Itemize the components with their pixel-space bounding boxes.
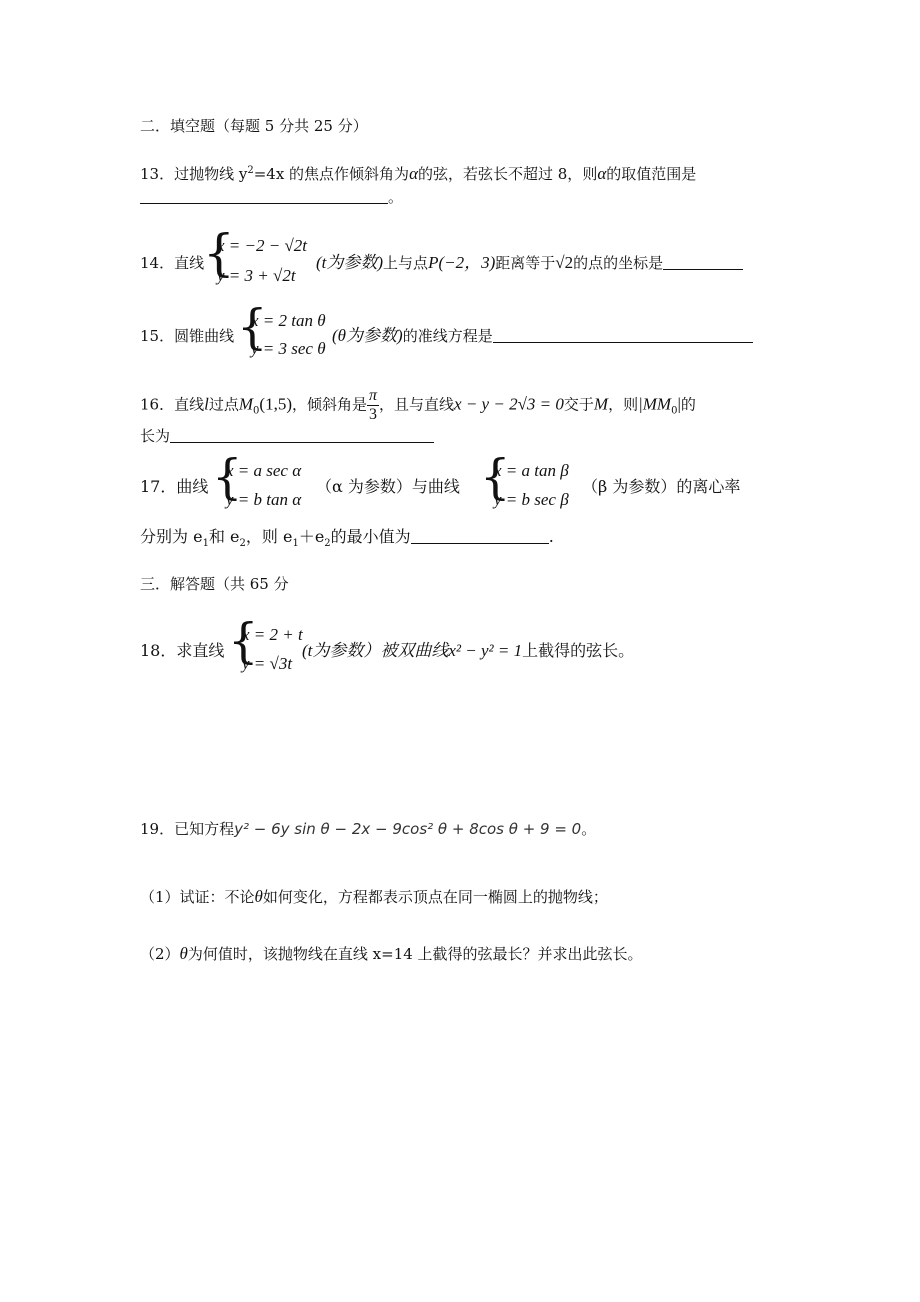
answer-blank[interactable]: [411, 529, 549, 544]
q13-text-d: 的取值范围是: [606, 165, 697, 183]
q17-l2e: 的最小值为: [330, 527, 411, 546]
hyperbola-equation: x² − y² = 1: [448, 641, 523, 660]
abs-mm0: |MM: [638, 394, 672, 414]
q16-t4: ，且与直线: [379, 395, 455, 414]
q17-l2b: 和 e: [208, 527, 240, 546]
point-p: P(−2，3): [428, 253, 496, 272]
section-heading-solve: 三．解答题（共 65 分: [140, 575, 289, 593]
q17-l2c: ，则 e: [245, 527, 293, 546]
q17-param-b: （β 为参数）的离心率: [582, 477, 741, 496]
q17-l2d: ＋e: [298, 527, 325, 546]
theta-symbol: θ: [254, 887, 263, 906]
q15-param: (θ为参数): [332, 326, 403, 345]
q16-t6: ，则: [608, 395, 639, 414]
q16-t2: 过点: [208, 395, 239, 414]
q17-line2: [140, 527, 554, 554]
q13-text-a: 过抛物线 y: [174, 165, 248, 183]
sub-1: 1: [292, 538, 299, 550]
q14-tail: 的点的坐标是: [573, 254, 664, 272]
q13-text-b: =4x 的焦点作倾斜角为: [253, 165, 410, 183]
q19-lead: 已知方程: [174, 820, 235, 838]
question-13: [140, 161, 696, 184]
q14-mid: 上与点: [383, 254, 429, 272]
question-number: 13．: [140, 165, 175, 183]
q17-lead: 曲线: [176, 477, 209, 496]
line-l: l: [204, 394, 209, 414]
left-brace: {: [237, 299, 268, 355]
sub-2: 2: [324, 538, 331, 550]
system-row-1: x = 2 tan θ: [251, 311, 326, 330]
answer-blank[interactable]: [140, 189, 388, 204]
part-2-b: 为何值时，该抛物线在直线 x=14 上截得的弦最长？并求出此弦长。: [187, 945, 643, 963]
q14-mid2: 距离等于: [495, 254, 556, 272]
m0-sub: 0: [253, 405, 260, 417]
q17-system-a: [212, 449, 322, 515]
q13-answer-line: [140, 187, 403, 207]
question-number: 18．: [140, 641, 177, 660]
q18-lead: 求直线: [176, 641, 225, 660]
question-number: 16．: [140, 395, 175, 414]
answer-blank[interactable]: [663, 255, 743, 270]
question-number: 19．: [140, 820, 175, 838]
sub-1: 1: [202, 538, 209, 550]
question-17: [140, 477, 208, 497]
part-1-a: （1）试证：不论: [140, 888, 255, 906]
question-number: 14．: [140, 254, 175, 272]
q16-t5: 交于: [563, 395, 594, 414]
q15-tail: 的准线方程是: [402, 327, 493, 345]
system-row-2: y = √3t: [242, 654, 293, 673]
left-brace: {: [212, 449, 243, 505]
frac-denominator: 3: [369, 406, 377, 423]
sqrt2: √2: [555, 253, 574, 272]
q19-part-2: [140, 944, 643, 964]
section-heading-fill-in: 二．填空题（每题 5 分共 25 分）: [140, 117, 368, 135]
question-16: [140, 387, 696, 424]
abs-sub: 0: [671, 405, 678, 417]
system-row-1: x = 2 + t: [242, 625, 303, 644]
system-row-1: x = −2 − √2t: [217, 236, 308, 255]
left-brace: {: [228, 613, 259, 669]
q15-lead: 圆锥曲线: [174, 327, 235, 345]
alpha-symbol: α: [597, 164, 607, 183]
q16-t7: 的: [680, 395, 696, 414]
question-number: 15．: [140, 327, 175, 345]
q19-part-1: [140, 887, 608, 907]
system-row-1: x = a sec α: [226, 461, 302, 480]
q18-param: (t为参数）被双曲线: [302, 641, 449, 660]
parabola-equation: y² − 6y sin θ − 2x − 9cos² θ + 8cos θ + 9 = 0: [234, 820, 582, 838]
q18-tail: 上截得的弦长。: [522, 641, 635, 660]
system-row-2: y = b sec β: [494, 490, 569, 509]
system-row-2: y = 3 sec θ: [251, 339, 326, 358]
q17-end: .: [548, 527, 554, 546]
system-row-2: y = 3 + √2t: [217, 266, 296, 285]
left-brace: {: [203, 224, 235, 282]
point-m0: M: [238, 394, 254, 414]
line-equation: x − y − 2√3 = 0: [454, 394, 564, 414]
part-1-b: 如何变化，方程都表示顶点在同一椭圆上的抛物线；: [262, 888, 608, 906]
system-row-1: x = a tan β: [494, 461, 569, 480]
q18-rest: [302, 641, 634, 661]
q16-t3: ，倾斜角是: [291, 395, 367, 414]
q17-system-b: [480, 449, 590, 515]
sub-2: 2: [239, 538, 246, 550]
q17-l2a: 分别为 e: [140, 527, 203, 546]
frac-numerator: π: [369, 387, 378, 404]
q14-param: (t为参数): [316, 253, 384, 272]
question-18: [140, 641, 224, 661]
q15-rest: [332, 326, 753, 346]
question-19: [140, 819, 596, 839]
q13-end: 。: [388, 188, 404, 206]
m0-coords: (1,5): [259, 394, 292, 414]
q13-sup: 2: [247, 165, 254, 176]
left-brace: {: [480, 449, 511, 505]
question-number: 17．: [140, 477, 177, 496]
q14-lead: 直线: [174, 254, 205, 272]
q14-rest: [316, 253, 743, 273]
q16-t1: 直线: [174, 395, 205, 414]
theta-symbol: θ: [179, 944, 188, 963]
part-2-a: （2）: [140, 945, 180, 963]
abs-end: |: [677, 394, 681, 414]
point-m: M: [593, 394, 609, 414]
alpha-symbol: α: [409, 164, 418, 183]
q16-line2: [140, 426, 434, 446]
question-15: [140, 326, 234, 346]
q19-end: 。: [581, 820, 597, 838]
system-row-2: y = b tan α: [226, 490, 302, 509]
answer-blank[interactable]: [493, 328, 753, 343]
pi-over-3: [367, 387, 379, 424]
q17-param-a: （α 为参数）与曲线: [316, 477, 460, 496]
question-14: [140, 253, 204, 273]
q13-text-c: 的弦，若弦长不超过 8，则: [418, 165, 598, 183]
q16-line2-text: 长为: [140, 427, 171, 445]
answer-blank[interactable]: [170, 428, 434, 443]
